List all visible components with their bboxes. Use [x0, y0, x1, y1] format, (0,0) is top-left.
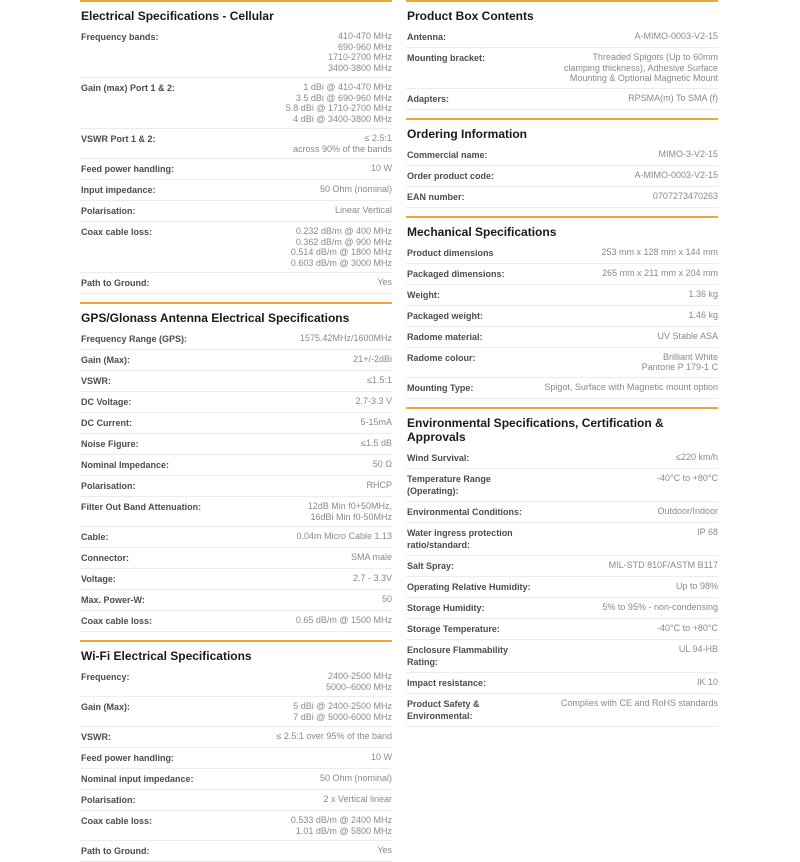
spec-value: 0707273470263: [652, 190, 718, 201]
spec-value: 0.65 dB/m @ 1500 MHz: [295, 615, 392, 625]
spec-row: [406, 619, 718, 640]
spec-label: Temperature Range (Operating):: [407, 473, 491, 496]
spec-row: [406, 327, 718, 348]
spec-row: [80, 434, 392, 455]
spec-row: [80, 548, 392, 569]
spec-row: [80, 748, 392, 769]
spec-value: Yes: [377, 845, 392, 855]
spec-row: [80, 129, 392, 159]
spec-label: Feed power handling:: [81, 164, 175, 174]
spec-value: 21+/-2dBi: [353, 354, 392, 364]
spec-row: [406, 640, 718, 673]
spec-row: [406, 378, 718, 399]
spec-label: Gain (Max):: [81, 355, 131, 365]
spec-label: Mounting bracket:: [407, 53, 485, 63]
spec-label: Frequency bands:: [81, 32, 159, 42]
spec-section-mechanical-specifications: [406, 216, 718, 399]
spec-label: Gain (Max):: [81, 702, 131, 712]
spec-value: 50: [381, 594, 392, 604]
spec-label: Connector:: [81, 553, 129, 563]
spec-row: [406, 556, 718, 577]
spec-value: 50 Ohm (nominal): [319, 184, 392, 194]
spec-row: [80, 329, 392, 350]
spec-row: [406, 348, 718, 378]
spec-value: ≤220 km/h: [676, 451, 718, 462]
spec-row: [80, 569, 392, 590]
spec-label: Commercial name:: [407, 149, 488, 160]
spec-row: [80, 841, 392, 862]
spec-section-gps-glonass-antenna-electrical-specifications: [80, 302, 392, 632]
spec-row: [80, 476, 392, 497]
spec-label: Salt Spray:: [407, 560, 455, 571]
spec-row: [406, 145, 718, 166]
section-title: Mechanical Specifications: [407, 224, 557, 239]
spec-label: Polarisation:: [81, 795, 136, 805]
spec-value: Spigot, Surface with Magnetic mount option: [544, 381, 718, 392]
spec-row: [80, 611, 392, 632]
spec-row: [80, 201, 392, 222]
spec-value: MIMO-3-V2-15: [658, 148, 718, 159]
spec-label: Enclosure Flammability Rating:: [407, 644, 509, 667]
spec-value: 2.7-3.3 V: [355, 396, 392, 406]
spec-row: [80, 667, 392, 697]
right-column: [406, 0, 718, 727]
spec-label: Voltage:: [81, 574, 116, 584]
spec-label: Radome colour:: [407, 352, 476, 363]
left-column: [80, 0, 392, 862]
spec-label: Frequency:: [81, 672, 130, 682]
spec-value: MIL-STD 810F/ASTM B117: [608, 559, 718, 570]
spec-row: [406, 523, 718, 556]
spec-row: [80, 727, 392, 748]
spec-value: ≤ 2.5:1 across 90% of the bands: [292, 133, 392, 154]
spec-label: Path to Ground:: [81, 846, 150, 856]
spec-value: Complies with CE and RoHS standards: [560, 697, 718, 708]
spec-value: A-MIMO-0003-V2-15: [634, 169, 718, 180]
spec-label: Frequency Range (GPS):: [81, 334, 188, 344]
section-gap: [80, 294, 392, 302]
spec-section-product-box-contents: [406, 0, 718, 110]
spec-label: DC Current:: [81, 418, 132, 428]
spec-label: Antenna:: [407, 32, 446, 42]
spec-section-environmental-specifications-certification-approvals: [406, 407, 718, 727]
spec-row: [80, 811, 392, 841]
spec-label: Adapters:: [407, 93, 450, 104]
spec-value: RHCP: [366, 480, 392, 490]
spec-value: Brilliant White Pantone P 179-1 C: [641, 351, 718, 372]
section-title: Product Box Contents: [407, 9, 534, 23]
section-gap: [80, 632, 392, 640]
spec-value: 5-15mA: [360, 417, 392, 427]
spec-label: Coax cable loss:: [81, 227, 153, 237]
spec-row: [80, 27, 392, 78]
spec-value: ≤1.5 dB: [361, 438, 392, 448]
spec-value: 253 mm x 128 mm x 144 mm: [601, 246, 718, 257]
spec-row: [80, 590, 392, 611]
spec-value: SMA male: [350, 552, 392, 562]
spec-value: 2400-2500 MHz 5000–6000 MHz: [325, 671, 392, 692]
spec-label: Polarisation:: [81, 206, 136, 216]
section-gap: [406, 208, 718, 216]
spec-row: [80, 697, 392, 727]
section-title: Ordering Information: [407, 126, 527, 141]
spec-label: Mounting Type:: [407, 382, 474, 393]
spec-row: [406, 694, 718, 727]
spec-row: [406, 598, 718, 619]
spec-section-electrical-specifications-cellular: [80, 0, 392, 294]
spec-value: -40°C to +80°C: [657, 472, 718, 483]
spec-label: Coax cable loss:: [81, 616, 153, 626]
spec-row: [80, 159, 392, 180]
section-title: Wi-Fi Electrical Specifications: [81, 649, 252, 663]
spec-label: Radome material:: [407, 331, 483, 342]
spec-label: Feed power handling:: [81, 753, 175, 763]
spec-row: [80, 222, 392, 273]
section-title: GPS/Glonass Antenna Electrical Specifications: [81, 311, 350, 325]
spec-row: [80, 371, 392, 392]
spec-label: Order product code:: [407, 170, 495, 181]
spec-label: Impact resistance:: [407, 677, 487, 688]
spec-row: [406, 264, 718, 285]
spec-value: 410-470 MHz 690-960 MHz 1710-2700 MHz 3400-3800 MHz: [327, 31, 392, 73]
spec-row: [406, 673, 718, 694]
spec-value: 10 W: [370, 752, 392, 762]
spec-value: A-MIMO-0003-V2-15: [634, 31, 718, 41]
spec-row: [406, 448, 718, 469]
spec-value: 2 x Vertical linear: [323, 794, 392, 804]
section-title: Environmental Specifications, Certification & Approvals: [407, 415, 664, 444]
spec-label: Weight:: [407, 289, 440, 300]
spec-value: 50 Ohm (nominal): [319, 773, 392, 783]
spec-value: 5 dBi @ 2400-2500 MHz 7 dBi @ 5000-6000 MHz: [293, 701, 392, 722]
spec-label: Nominal input impedance:: [81, 774, 194, 784]
spec-row: [406, 27, 718, 48]
spec-label: Storage Temperature:: [407, 623, 500, 634]
spec-row: [406, 89, 718, 110]
section-gap: [406, 110, 718, 118]
spec-label: VSWR:: [81, 732, 111, 742]
section-gap: [406, 399, 718, 407]
spec-row: [406, 577, 718, 598]
spec-value: -40°C to +80°C: [657, 622, 718, 633]
spec-label: Input impedance:: [81, 185, 156, 195]
spec-row: [80, 392, 392, 413]
spec-label: Coax cable loss:: [81, 816, 153, 826]
spec-label: VSWR Port 1 & 2:: [81, 134, 156, 144]
section-title: Electrical Specifications - Cellular: [81, 9, 274, 23]
spec-label: Path to Ground:: [81, 278, 150, 288]
spec-label: Packaged dimensions:: [407, 268, 505, 279]
spec-value: ≤ 2.5:1 over 95% of the band: [276, 731, 392, 741]
spec-value: 1.46 kg: [688, 309, 718, 320]
spec-row: [80, 413, 392, 434]
spec-value: Outdoor/Indoor: [657, 505, 718, 516]
spec-label: DC Voltage:: [81, 397, 132, 407]
spec-label: VSWR:: [81, 376, 111, 386]
spec-label: Storage Humidity:: [407, 602, 485, 613]
spec-value: 50 Ω: [372, 459, 392, 469]
spec-value: Threaded Spigots (Up to 60mm clamping thickness), Adhesive Surface Mounting & Optional Magnetic Mount: [563, 52, 718, 83]
spec-row: [406, 166, 718, 187]
spec-value: 0.04m Micro Cable 1.13: [296, 531, 392, 541]
spec-value: 1 dBi @ 410-470 MHz 3.5 dBi @ 690-960 MHz 5.8 dBi @ 1710-2700 MHz 4 dBi @ 3400-3800 MHz: [285, 82, 392, 124]
spec-row: [80, 350, 392, 371]
spec-label: Noise Figure:: [81, 439, 139, 449]
spec-row: [80, 527, 392, 548]
spec-row: [80, 455, 392, 476]
spec-value: Yes: [377, 277, 392, 287]
spec-row: [80, 769, 392, 790]
spec-label: Filter Out Band Attenuation:: [81, 502, 202, 512]
spec-value: 10 W: [370, 163, 392, 173]
spec-label: Cable:: [81, 532, 109, 542]
spec-value: Linear Vertical: [334, 205, 392, 215]
spec-label: Gain (max) Port 1 & 2:: [81, 83, 176, 93]
spec-row: [406, 187, 718, 208]
spec-label: Water ingress protection ratio/standard:: [407, 527, 513, 550]
spec-label: Product Safety & Environmental:: [407, 698, 480, 721]
spec-value: IK 10: [696, 676, 718, 687]
spec-row: [80, 273, 392, 294]
spec-label: Operating Relative Humidity:: [407, 581, 531, 592]
spec-label: Packaged weight:: [407, 310, 484, 321]
spec-label: Environmental Conditions:: [407, 506, 523, 517]
spec-value: Up to 98%: [675, 580, 718, 591]
spec-value: 0.232 dB/m @ 400 MHz 0.362 dB/m @ 900 MHz 0.514 dB/m @ 1800 MHz 0.603 dB/m @ 3000 MHz: [290, 226, 392, 268]
spec-value: IP 68: [697, 526, 718, 537]
spec-value: UL 94-HB: [678, 643, 718, 654]
spec-row: [80, 180, 392, 201]
spec-row: [406, 502, 718, 523]
spec-label: Polarisation:: [81, 481, 136, 491]
spec-value: 1575.42MHz/1600MHz: [299, 333, 392, 343]
spec-label: Max. Power-W:: [81, 595, 145, 605]
spec-value: 265 mm x 211 mm x 204 mm: [602, 267, 718, 278]
spec-row: [80, 497, 392, 527]
spec-row: [406, 48, 718, 89]
spec-value: RPSMA(m) To SMA (f): [628, 92, 718, 103]
spec-value: 1.36 kg: [688, 288, 718, 299]
spec-label: EAN number:: [407, 191, 465, 202]
spec-row: [406, 285, 718, 306]
spec-label: Product dimensions: [407, 247, 494, 258]
spec-value: 5% to 95% - non-condensing: [602, 601, 718, 612]
spec-value: UV Stable ASA: [657, 330, 718, 341]
spec-value: 12dB Min f0+50MHz, 16dBi Min f0-50MHz: [307, 501, 392, 522]
spec-row: [406, 469, 718, 502]
spec-section-wi-fi-electrical-specifications: [80, 640, 392, 862]
spec-value: ≤1.5:1: [367, 375, 392, 385]
spec-row: [406, 243, 718, 264]
spec-value: 0.533 dB/m @ 2400 MHz 1.01 dB/m @ 5800 MHz: [290, 815, 392, 836]
spec-row: [406, 306, 718, 327]
spec-section-ordering-information: [406, 118, 718, 208]
spec-value: 2.7 - 3.3V: [352, 573, 392, 583]
spec-row: [80, 78, 392, 129]
spec-label: Wind Survival:: [407, 452, 470, 463]
spec-label: Nominal Impedance:: [81, 460, 170, 470]
spec-row: [80, 790, 392, 811]
